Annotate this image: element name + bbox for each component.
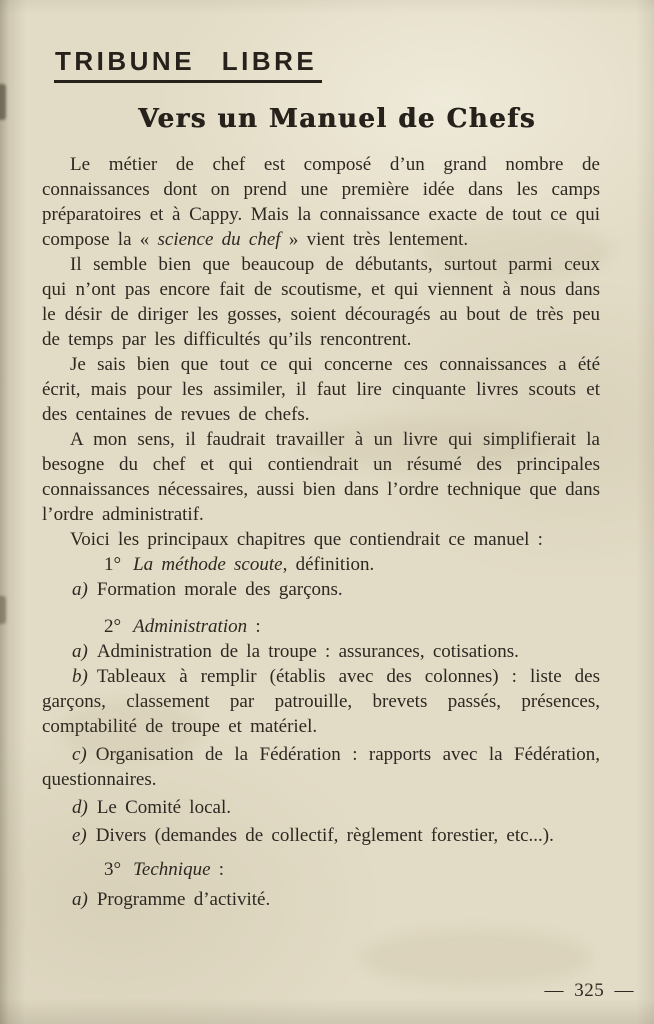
section-title-italic: Administration (133, 616, 248, 637)
item-marker: a) (72, 641, 88, 662)
left-edge-scan-mark (0, 84, 6, 120)
paragraph-4: A mon sens, il faudrait travailler à un livre qui simplifierait la besogne du chef et qui contiendrait un résumé des principales connaissances nécessaires, aussi bien dans l’ordre technique que dans l’ordre administratif. (42, 429, 600, 525)
outline-item-2e (42, 823, 600, 848)
left-edge-scan-mark (0, 596, 6, 624)
journal-section-header: TRIBUNE LIBRE (54, 46, 322, 83)
paper-smudge (360, 930, 590, 985)
item-text: Tableaux à remplir (établis avec des colonnes) : liste des garçons, classement par patrouille, brevets passés, présences, comptabilité de troupe et matériel. (42, 666, 600, 737)
outline-section-1 (42, 552, 600, 577)
item-marker: e) (72, 825, 87, 846)
outline-item-2a (42, 639, 600, 664)
section-text: : (210, 859, 225, 880)
paper-smudge (300, 420, 540, 470)
item-marker: c) (72, 744, 87, 765)
item-text: Formation morale des garçons. (96, 579, 343, 600)
item-marker: a) (72, 889, 88, 910)
item-marker: a) (72, 579, 88, 600)
outline-item-2d (42, 795, 600, 820)
outline-item-3a (42, 887, 600, 912)
paragraph-text: Le métier de chef est composé d’un grand nombre de connaissances dont on prend une première idée dans les camps préparatoires et à Cappy. Mais la connaissance exacte de tout ce qui compose la « (42, 154, 600, 250)
paragraph-2: Il semble bien que beaucoup de débutants, surtout parmi ceux qui n’ont pas encore fait de scoutisme, et qui viennent à nous dans le désir de diriger les gosses, soient découragés au bout de très peu de temps par les difficultés qu’ils rencontrent. (42, 254, 600, 350)
section-title-italic: La méthode scoute (133, 554, 283, 575)
italic-phrase: science du chef (157, 229, 281, 250)
item-text: Programme d’activité. (96, 889, 271, 910)
outline-section-3 (42, 857, 600, 882)
item-marker: b) (72, 666, 88, 687)
section-text: , définition. (282, 554, 375, 575)
outline-section-2 (42, 614, 600, 639)
section-text: : (247, 616, 261, 637)
paragraph-5: Voici les principaux chapitres que contiendrait ce manuel : (70, 529, 543, 550)
item-text: Administration de la troupe : assurances, cotisations. (96, 641, 519, 662)
section-number: 1° (104, 554, 122, 575)
item-text: Organisation de la Fédération : rapports avec la Fédération, questionnaires. (42, 744, 600, 790)
page-number: — 325 — (544, 980, 634, 1001)
paper-smudge (420, 220, 610, 280)
header-row (54, 46, 654, 83)
item-marker: d) (72, 797, 88, 818)
section-number: 2° (104, 616, 122, 637)
outline-item-1a (42, 577, 600, 602)
section-title-italic: Technique (133, 859, 211, 880)
paragraph-3: Je sais bien que tout ce qui concerne ces connaissances a été écrit, mais pour les assimiler, il faut lire cinquante livres scouts et des centaines de revues de chefs. (42, 354, 600, 425)
item-text: Divers (demandes de collectif, règlement forestier, etc...). (95, 825, 554, 846)
section-number: 3° (104, 859, 122, 880)
paragraph-text: » vient très lentement. (280, 229, 469, 250)
item-text: Le Comité local. (96, 797, 231, 818)
paper-smudge (60, 700, 200, 760)
article-title: Vers un Manuel de Chefs (138, 104, 536, 134)
